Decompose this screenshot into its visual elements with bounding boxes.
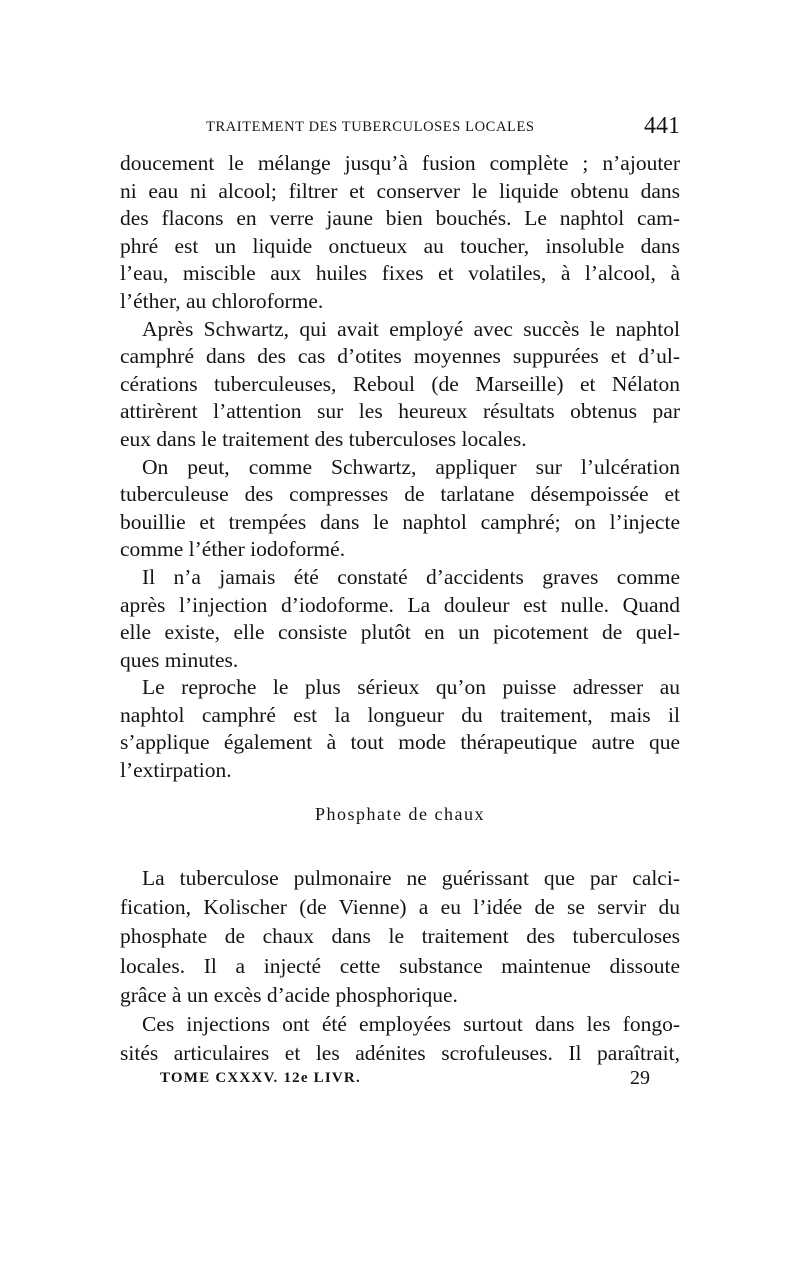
text-line: ni eau ni alcool; filtrer et conserver le liquide obtenu dans <box>120 178 680 203</box>
text-line: locales. Il a injecté cette substance maintenue dissoute <box>120 953 680 978</box>
text-line: des flacons en verre jaune bien bouchés. Le naphtol cam- <box>120 206 680 231</box>
signature-number: 29 <box>630 1067 650 1089</box>
page-number: 441 <box>644 113 680 139</box>
text-line: phré est un liquide onctueux au toucher, insoluble dans <box>120 233 680 258</box>
text-line: comme l’éther iodoformé. <box>120 537 346 562</box>
text-line: attirèrent l’attention sur les heureux résultats obtenus par <box>120 399 680 424</box>
text-line: l’extirpation. <box>120 758 232 783</box>
text-line: cérations tuberculeuses, Reboul (de Marseille) et Nélaton <box>120 371 680 396</box>
body-text-section-2 <box>120 864 680 1068</box>
text-line: tuberculeuse des compresses de tarlatane désempoissée et <box>120 482 680 507</box>
text-line: doucement le mélange jusqu’à fusion complète ; n’ajouter <box>120 151 680 175</box>
text-line: Après Schwartz, qui avait employé avec succès le naphtol <box>142 316 680 341</box>
text-line: elle existe, elle consiste plutôt en un picotement de quel- <box>120 620 680 645</box>
text-line: fication, Kolischer (de Vienne) a eu l’idée de se servir du <box>120 895 680 920</box>
text-line: On peut, comme Schwartz, appliquer sur l’ulcération <box>142 454 680 479</box>
text-line: La tuberculose pulmonaire ne guérissant que par calci- <box>142 866 680 890</box>
signature-mark: TOME CXXXV. 12e LIVR. <box>160 1070 361 1086</box>
text-line: grâce à un excès d’acide phosphorique. <box>120 982 458 1007</box>
running-head <box>120 113 680 140</box>
text-line: ques minutes. <box>120 647 239 672</box>
section-heading: Phosphate de chaux <box>315 804 485 824</box>
text-line: l’eau, miscible aux huiles fixes et volatiles, à l’alcool, à <box>120 261 680 286</box>
text-line: Le reproche le plus sérieux qu’on puisse adresser au <box>142 675 680 700</box>
text-line: sités articulaires et les adénites scrofuleuses. Il paraîtrait, <box>120 1041 680 1066</box>
text-line: Il n’a jamais été constaté d’accidents graves comme <box>142 564 680 589</box>
running-title: TRAITEMENT DES TUBERCULOSES LOCALES <box>206 119 535 135</box>
printer-signature-line <box>160 1067 650 1091</box>
text-line: phosphate de chaux dans le traitement des tuberculoses <box>120 924 680 949</box>
text-line: s’applique également à tout mode thérapeutique autre que <box>120 730 680 755</box>
text-line: après l’injection d’iodoforme. La douleur est nulle. Quand <box>120 592 680 617</box>
text-line: Ces injections ont été employées surtout dans les fongo- <box>142 1012 680 1037</box>
text-line: eux dans le traitement des tuberculoses locales. <box>120 426 527 451</box>
text-line: camphré dans des cas d’otites moyennes suppurées et d’ul- <box>120 344 680 369</box>
text-line: naphtol camphré est la longueur du traitement, mais il <box>120 702 680 727</box>
text-line: l’éther, au chloroforme. <box>120 288 324 313</box>
body-text-section-1 <box>120 150 680 785</box>
text-line: bouillie et trempées dans le naphtol camphré; on l’injecte <box>120 509 680 534</box>
